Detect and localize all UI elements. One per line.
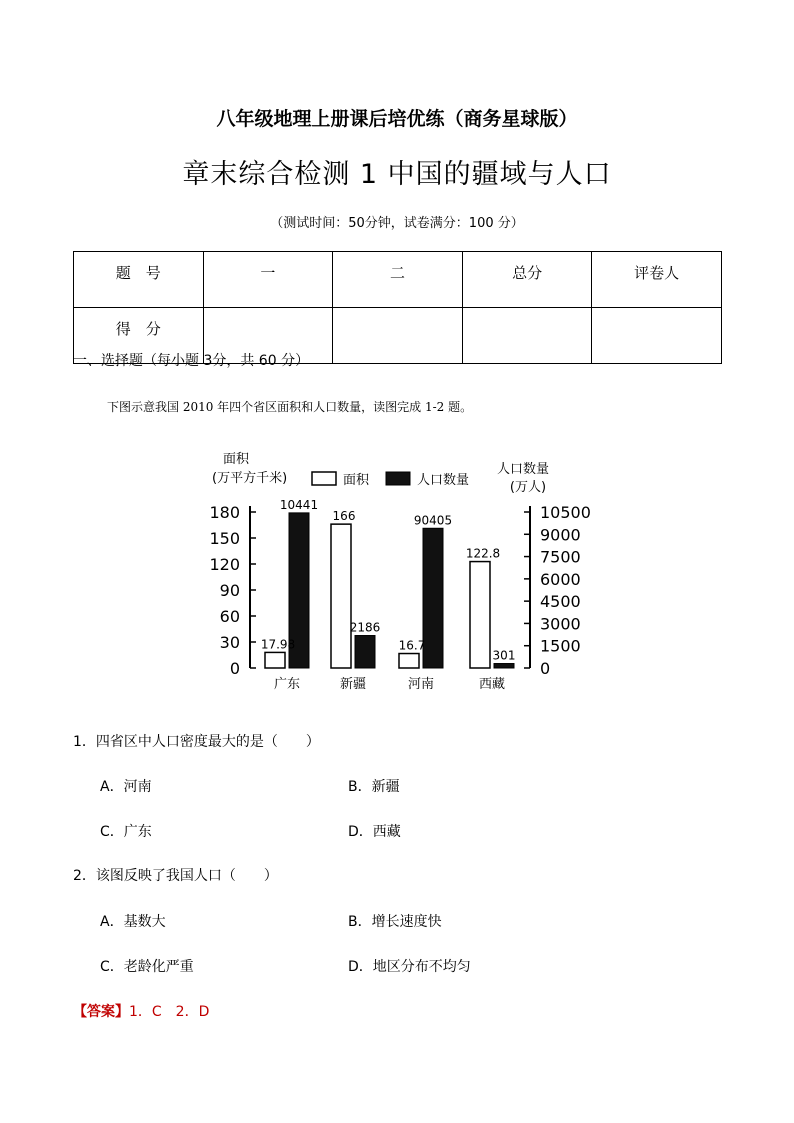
score-cell[interactable] bbox=[592, 308, 722, 364]
category-label: 河南 bbox=[407, 677, 435, 692]
question-2-option-d[interactable]: D．地区分布不均匀 bbox=[348, 959, 471, 975]
question-1-option-a[interactable]: A．河南 bbox=[100, 779, 152, 795]
left-tick-label: 120 bbox=[209, 555, 240, 574]
left-tick-label: 90 bbox=[219, 581, 240, 600]
right-tick-label: 1500 bbox=[540, 636, 581, 656]
bar-area-value-label: 166 bbox=[332, 509, 356, 524]
category-label: 新疆 bbox=[339, 677, 367, 692]
right-tick-label: 3000 bbox=[540, 614, 581, 634]
score-table-header-row bbox=[74, 252, 722, 308]
category-label: 广东 bbox=[273, 677, 301, 692]
question-1-option-d[interactable]: D．西藏 bbox=[348, 824, 401, 840]
bar-population bbox=[355, 636, 375, 668]
left-tick-label: 180 bbox=[209, 503, 240, 522]
right-tick-label: 10500 bbox=[540, 503, 591, 522]
bar-area-value-label: 122.8 bbox=[465, 546, 501, 561]
score-header-cell: 二 bbox=[333, 252, 463, 308]
document-title: 八年级地理上册课后培优练（商务星球版） bbox=[216, 108, 578, 130]
test-meta: （测试时间：50分钟，试卷满分：100 分） bbox=[270, 216, 524, 231]
question-2-option-a[interactable]: A．基数大 bbox=[100, 914, 166, 930]
bar-population bbox=[494, 664, 514, 668]
right-axis-unit: (万人) bbox=[509, 480, 547, 495]
score-header-cell: 总分 bbox=[462, 252, 592, 308]
score-header-cell: 评卷人 bbox=[592, 252, 722, 308]
question-2-option-c[interactable]: C．老龄化严重 bbox=[100, 959, 194, 975]
question-1-option-b[interactable]: B．新疆 bbox=[348, 779, 400, 795]
right-tick-label: 6000 bbox=[540, 569, 581, 589]
bar-area bbox=[331, 524, 351, 668]
bar-area-value-label: 16.7 bbox=[398, 638, 426, 653]
bar-population-value-label: 2186 bbox=[349, 620, 381, 635]
legend-swatch-population bbox=[386, 472, 410, 485]
section-heading: 一、选择题（每小题 3分，共 60 分） bbox=[73, 353, 310, 369]
question-1-option-c[interactable]: C．广东 bbox=[100, 824, 152, 840]
chart-intro-text: 下图示意我国 2010 年四个省区面积和人口数量，读图完成 1-2 题。 bbox=[107, 400, 473, 414]
bar-area bbox=[399, 654, 419, 668]
legend-swatch-area bbox=[312, 472, 336, 485]
score-table bbox=[73, 251, 722, 364]
chapter-title: 章末综合检测 1 中国的疆域与人口 bbox=[182, 159, 612, 190]
bar-area bbox=[470, 562, 490, 668]
score-header-cell: 题 号 bbox=[74, 252, 204, 308]
bar-population-value-label: 90405 bbox=[413, 513, 453, 528]
answer-text: 1．C 2．D bbox=[129, 1004, 210, 1020]
answer-line bbox=[73, 1001, 209, 1021]
legend-label-population: 人口数量 bbox=[417, 473, 470, 488]
question-1-stem: 1．四省区中人口密度最大的是（ ） bbox=[73, 734, 320, 750]
right-tick-label: 4500 bbox=[540, 592, 581, 612]
bar-area bbox=[265, 652, 285, 668]
left-tick-label: 0 bbox=[229, 659, 240, 678]
right-tick-label: 0 bbox=[540, 659, 551, 678]
left-axis-unit: (万平方千米) bbox=[212, 471, 288, 486]
question-2-stem: 2．该图反映了我国人口（ ） bbox=[73, 868, 278, 884]
score-row-label: 得 分 bbox=[74, 308, 204, 364]
left-tick-label: 30 bbox=[219, 633, 240, 652]
right-tick-label: 7500 bbox=[540, 547, 581, 567]
area-population-chart bbox=[200, 440, 600, 700]
bar-population bbox=[423, 528, 443, 668]
bar-population-value-label: 10441 bbox=[279, 497, 319, 512]
left-tick-label: 60 bbox=[219, 607, 240, 626]
bar-population-value-label: 301 bbox=[492, 648, 516, 663]
left-tick-label: 150 bbox=[209, 529, 240, 548]
right-axis-label: 人口数量 bbox=[496, 462, 550, 477]
score-cell[interactable] bbox=[333, 308, 463, 364]
right-tick-label: 9000 bbox=[540, 525, 581, 545]
bar-area-value-label: 17.98 bbox=[260, 637, 296, 652]
question-2-option-b[interactable]: B．增长速度快 bbox=[348, 914, 442, 930]
legend-label-area: 面积 bbox=[343, 473, 370, 488]
score-header-cell: 一 bbox=[203, 252, 333, 308]
left-axis-label: 面积 bbox=[222, 452, 250, 467]
answer-label: 【答案】 bbox=[73, 1004, 129, 1020]
score-cell[interactable] bbox=[462, 308, 592, 364]
category-label: 西藏 bbox=[478, 677, 506, 692]
